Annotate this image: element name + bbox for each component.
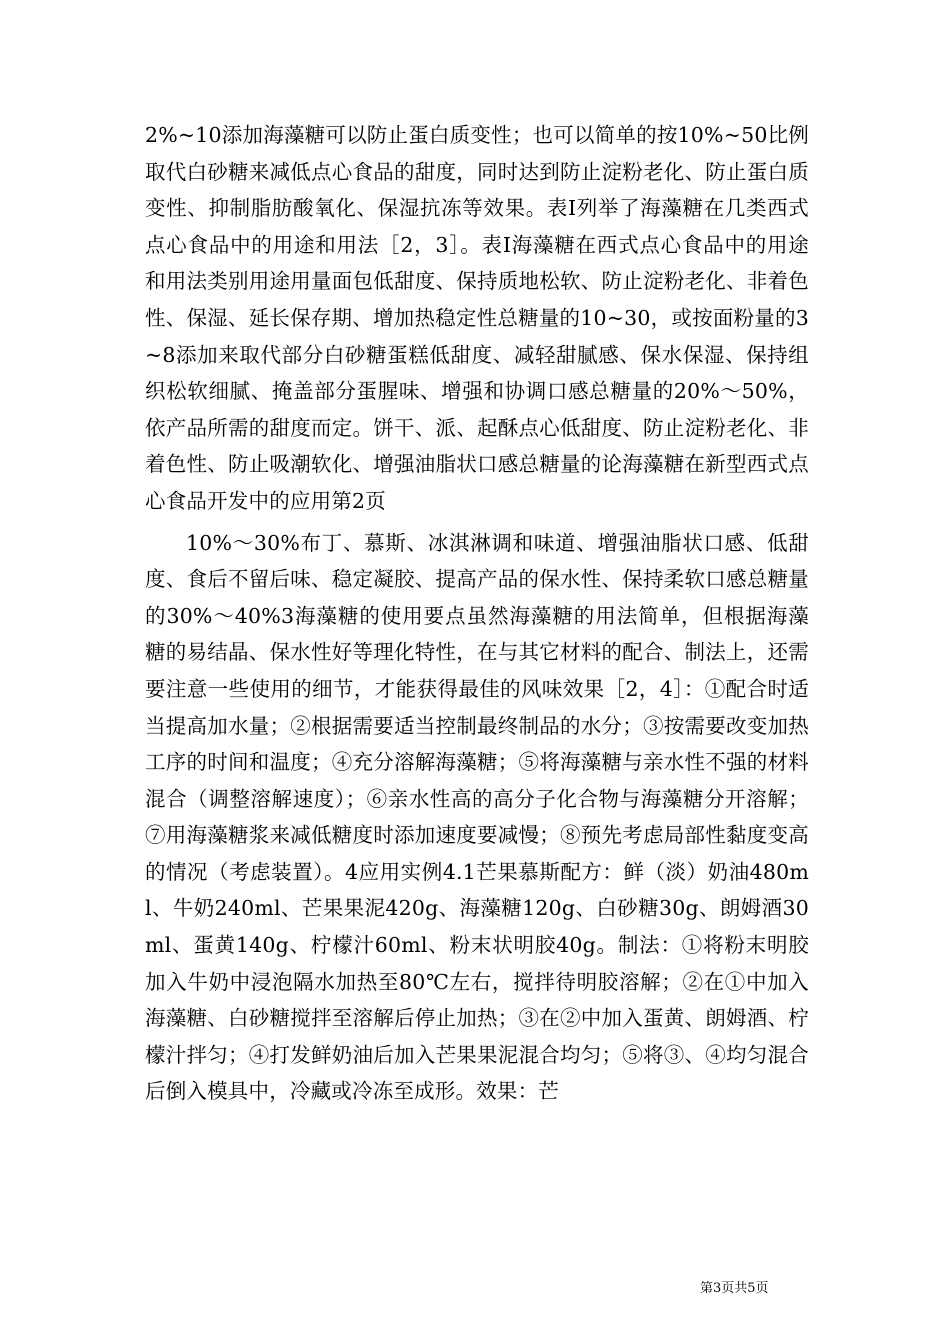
paragraph-1: 2%~10添加海藻糖可以防止蛋白质变性；也可以简单的按10%~50比例取代白砂糖来减低点心食品的甜度，同时达到防止淀粉老化、防止蛋白质变性、抑制脂肪酸氧化、保湿抗冻等效果。表Ⅰ列举了海藻糖在几类西式点心食品中的用途和用法［2，3］。表Ⅰ海藻糖在西式点心食品中的用途和用法类别用途用量面包低甜度、保持质地松软、防止淀粉老化、非着色性、保湿、延长保存期、增加热稳定性总糖量的10~30，或按面粉量的3~8添加来取代部分白砂糖蛋糕低甜度、减轻甜腻感、保水保湿、保持组织松软细腻、掩盖部分蛋腥味、增强和协调口感总糖量的20%～50%，依产品所需的甜度而定。饼干、派、起酥点心低甜度、防止淀粉老化、非着色性、防止吸潮软化、增强油脂状口感总糖量的论海藻糖在新型西式点心食品开发中的应用第2页 (145, 123, 809, 513)
paragraph-2: 10%～30%布丁、慕斯、冰淇淋调和味道、增强油脂状口感、低甜度、食后不留后味、稳定凝胶、提高产品的保水性、保持柔软口感总糖量的30%～40%3海藻糖的使用要点虽然海藻糖的用法简单，但根据海藻糖的易结晶、保水性好等理化特性，在与其它材料的配合、制法上，还需要注意一些使用的细节，才能获得最佳的风味效果［2，4］：①配合时适当提高加水量；②根据需要适当控制最终制品的水分；③按需要改变加热工序的时间和温度；④充分溶解海藻糖；⑤将海藻糖与亲水性不强的材料混合（调整溶解速度）；⑥亲水性高的高分子化合物与海藻糖分开溶解；⑦用海藻糖浆来减低糖度时添加速度要减慢；⑧预先考虑局部性黏度变高的情况（考虑装置）。4应用实例4.1芒果慕斯配方：鲜（淡）奶油480ml、牛奶240ml、芒果果泥420g、海藻糖120g、白砂糖30g、朗姆酒30ml、蛋黄140g、柠檬汁60ml、粉末状明胶40g。制法：①将粉末明胶加入牛奶中浸泡隔水加热至80℃左右，搅拌待明胶溶解；②在①中加入海藻糖、白砂糖搅拌至溶解后停止加热；③在②中加入蛋黄、朗姆酒、柠檬汁拌匀；④打发鲜奶油后加入芒果果泥混合均匀；⑤将③、④均匀混合后倒入模具中，冷藏或冷冻至成形。效果：芒 (145, 530, 809, 1104)
body-text (145, 117, 809, 1110)
page-footer: 第3页共5页 (700, 1281, 769, 1296)
